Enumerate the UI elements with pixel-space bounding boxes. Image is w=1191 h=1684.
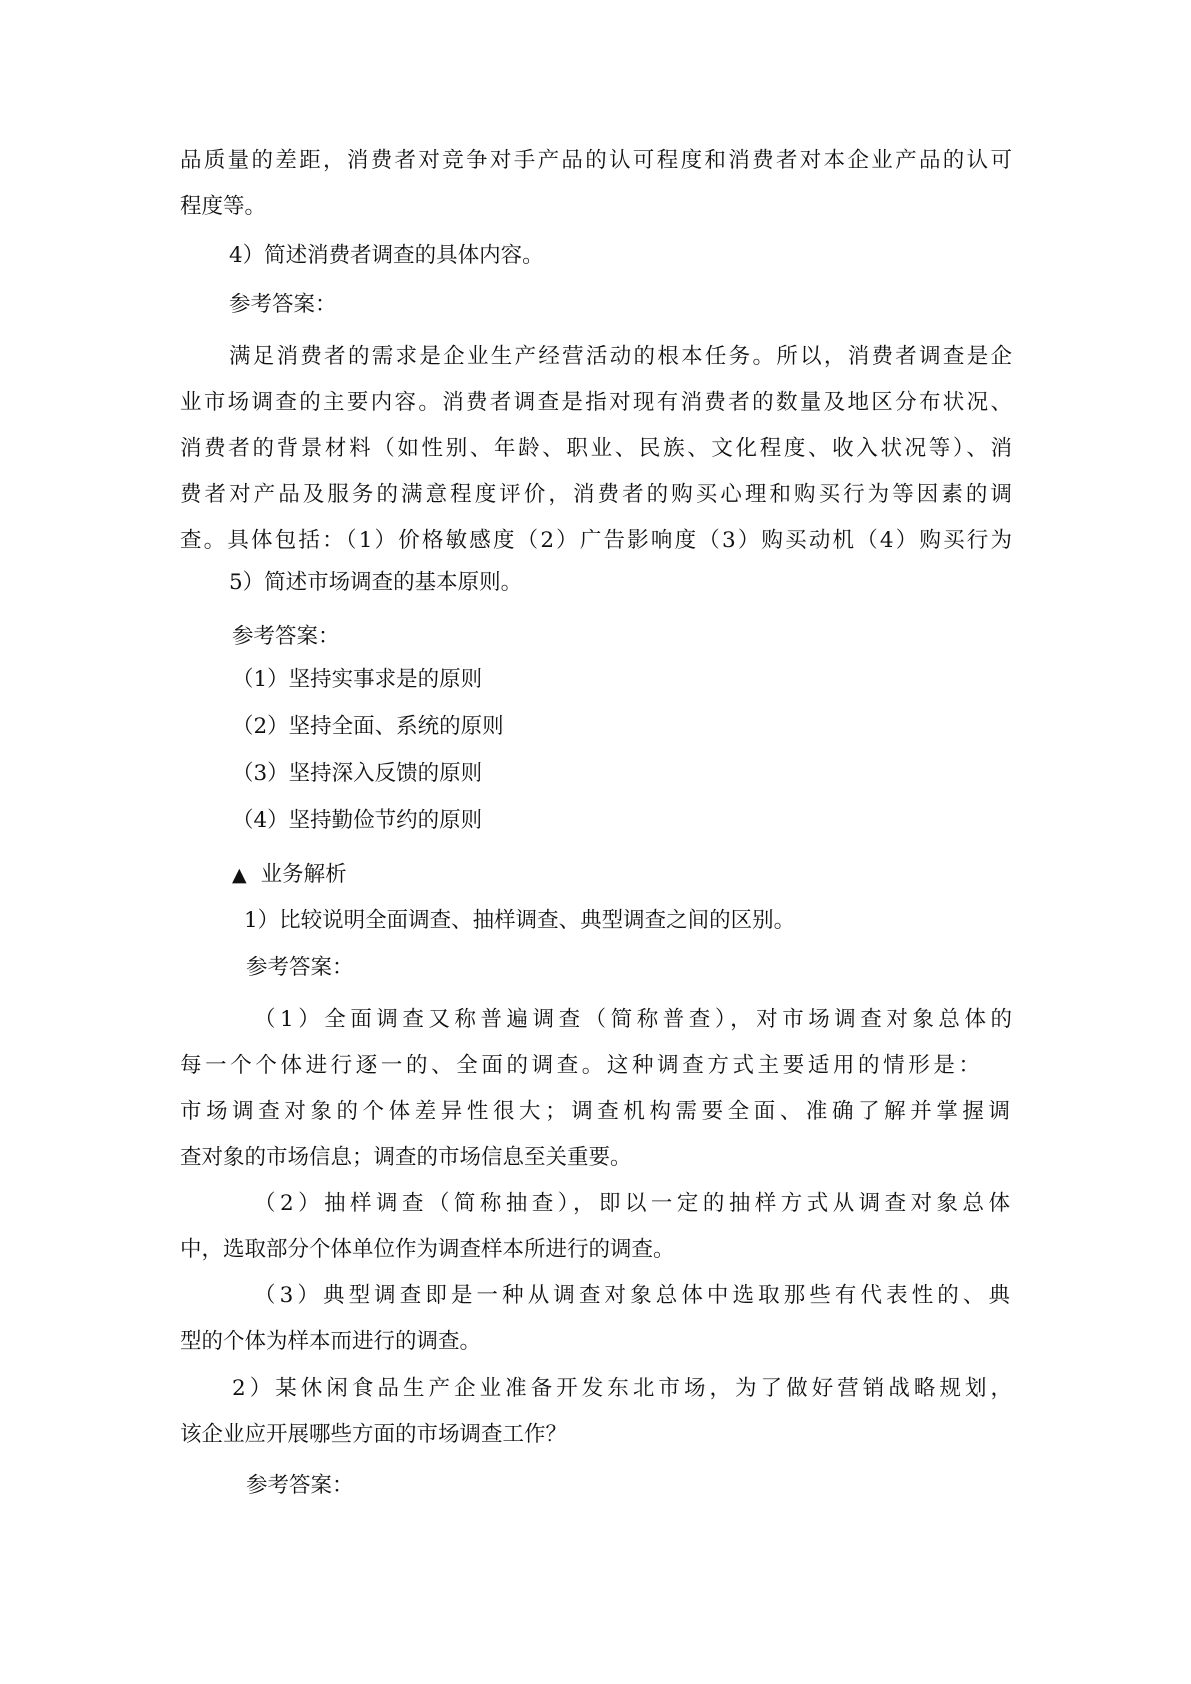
answer-label: 参考答案：	[232, 624, 340, 649]
principle-item: （4）坚持勤俭节约的原则	[232, 808, 483, 833]
question-4: 4）简述消费者调查的具体内容。	[229, 243, 544, 268]
principle-item: （1）坚持实事求是的原则	[232, 667, 483, 692]
section-heading	[232, 860, 347, 890]
text-line: 程度等。	[180, 194, 267, 219]
answer-label: 参考答案：	[246, 1473, 354, 1498]
triangle-icon: ▲	[232, 864, 247, 886]
text-line: 查对象的市场信息；调查的市场信息至关重要。	[180, 1145, 632, 1170]
answer-label: 参考答案：	[246, 955, 354, 980]
text-line: 该企业应开展哪些方面的市场调查工作？	[180, 1422, 568, 1447]
text-line: 中，选取部分个体单位作为调查样本所进行的调查。	[180, 1237, 675, 1262]
text-line: 型的个体为样本而进行的调查。	[180, 1329, 482, 1354]
text-line: 市场调查对象的个体差异性很大；调查机构需要全面、准确了解并掌握调	[180, 1099, 1010, 1124]
text-line: 费者对产品及服务的满意程度评价，消费者的购买心理和购买行为等因素的调	[180, 482, 1012, 507]
text-line: 查。具体包括：（1）价格敏感度（2）广告影响度（3）购买动机（4）购买行为	[180, 528, 1012, 553]
principle-item: （2）坚持全面、系统的原则	[232, 714, 504, 739]
text-line: 消费者的背景材料（如性别、年龄、职业、民族、文化程度、收入状况等）、消	[180, 436, 1012, 461]
text-line: 品质量的差距，消费者对竞争对手产品的认可程度和消费者对本企业产品的认可	[180, 148, 1012, 173]
text-line: （3）典型调查即是一种从调查对象总体中选取那些有代表性的、典	[254, 1283, 1010, 1308]
answer-label: 参考答案：	[229, 292, 337, 317]
text-line: （2）抽样调查（简称抽查），即以一定的抽样方式从调查对象总体	[254, 1191, 1010, 1216]
question-5: 5）简述市场调查的基本原则。	[229, 570, 523, 595]
question-2: 2）某休闲食品生产企业准备开发东北市场，为了做好营销战略规划，	[232, 1376, 1012, 1401]
text-line: 每一个个体进行逐一的、全面的调查。这种调查方式主要适用的情形是：	[180, 1053, 980, 1078]
text-line: 满足消费者的需求是企业生产经营活动的根本任务。所以，消费者调查是企	[229, 344, 1012, 369]
text-line: （1）全面调查又称普遍调查（简称普查），对市场调查对象总体的	[254, 1007, 1012, 1032]
text-line: 业市场调查的主要内容。消费者调查是指对现有消费者的数量及地区分布状况、	[180, 390, 1012, 415]
question-1: 1）比较说明全面调查、抽样调查、典型调查之间的区别。	[244, 908, 796, 933]
principle-item: （3）坚持深入反馈的原则	[232, 761, 483, 786]
section-heading-text: 业务解析	[260, 862, 347, 887]
